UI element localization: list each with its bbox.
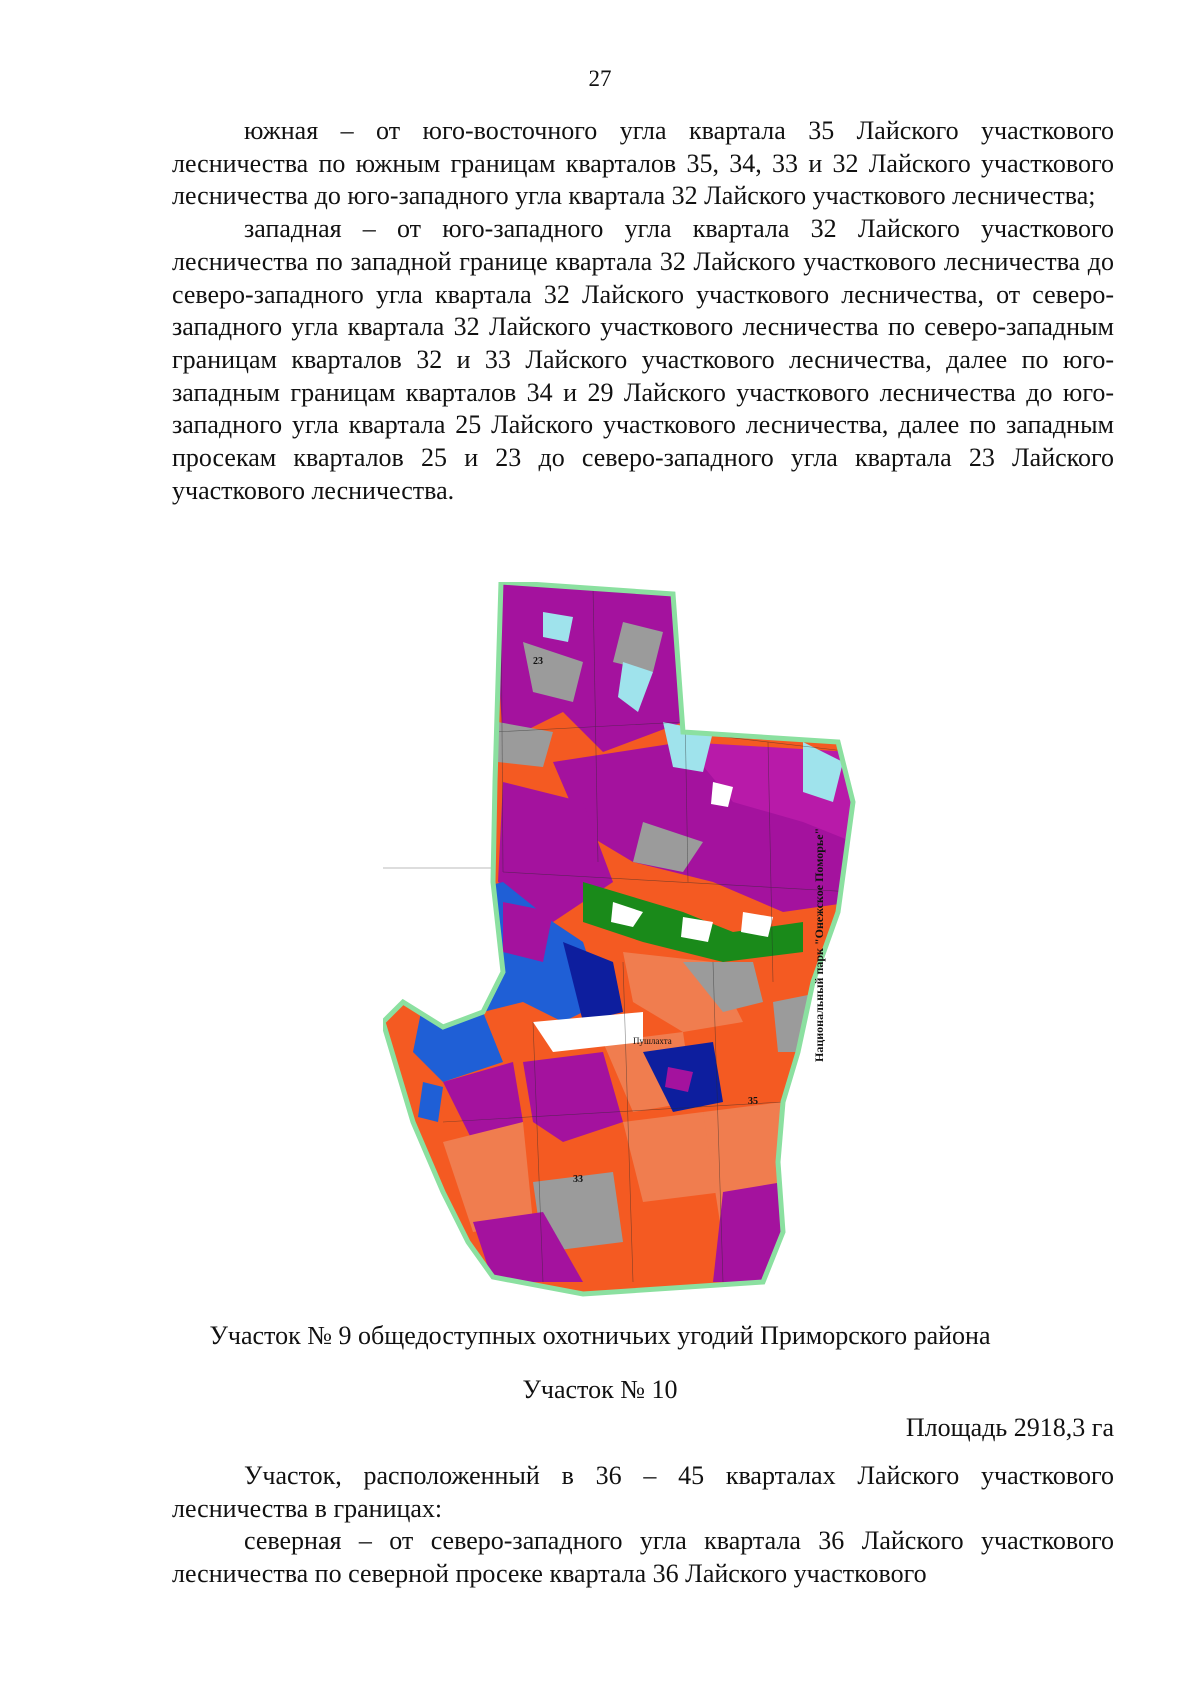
section-title: Участок № 10 bbox=[522, 1375, 678, 1404]
hunting-area-map bbox=[383, 582, 923, 1302]
quarter-label-35: 35 bbox=[748, 1096, 758, 1107]
page-number: 27 bbox=[588, 66, 612, 91]
area-value: Площадь 2918,3 га bbox=[905, 1413, 1114, 1442]
upper-text-block bbox=[172, 115, 1114, 507]
town-label: Пушлахта bbox=[633, 1036, 672, 1046]
paragraph-north-border: северная – от северо-западного угла квартала 36 Лайского участкового лесничества по северной просеке квартала 36 Лайского участкового bbox=[172, 1526, 1114, 1589]
lower-text-block bbox=[172, 1460, 1114, 1591]
quarter-label-33: 33 bbox=[573, 1174, 583, 1185]
map-caption: Участок № 9 общедоступных охотничьих угодий Приморского района bbox=[209, 1321, 991, 1350]
national-park-label: Национальный парк "Онежское Поморье" bbox=[812, 827, 826, 1062]
quarter-label-23: 23 bbox=[533, 656, 543, 667]
paragraph-west-border: западная – от юго-западного угла квартала 32 Лайского участкового лесничества по западной границе квартала 32 Лайского участкового лесничества до северо-западного угла квартала 32 Лайского участкового лесничества, от северо-западного угла квартала 32 Лайского участкового лесничества по северо-западным границам кварталов 32 и 33 Лайского участкового лесничества, далее по юго-западным границам кварталов 34 и 29 Лайского участкового лесничества до юго-западного угла квартала 25 Лайского участкового лесничества, далее по западным просекам кварталов 25 и 23 до северо-западного угла квартала 23 Лайского участкового лесничества. bbox=[172, 214, 1114, 505]
paragraph-intro: Участок, расположенный в 36 – 45 кварталах Лайского участкового лесничества в границах: bbox=[172, 1461, 1114, 1523]
paragraph-south-border: южная – от юго-восточного угла квартала 35 Лайского участкового лесничества по южным границам кварталов 35, 34, 33 и 32 Лайского участкового лесничества до юго-западного угла квартала 32 Лайского участкового лесничества; bbox=[172, 116, 1114, 211]
